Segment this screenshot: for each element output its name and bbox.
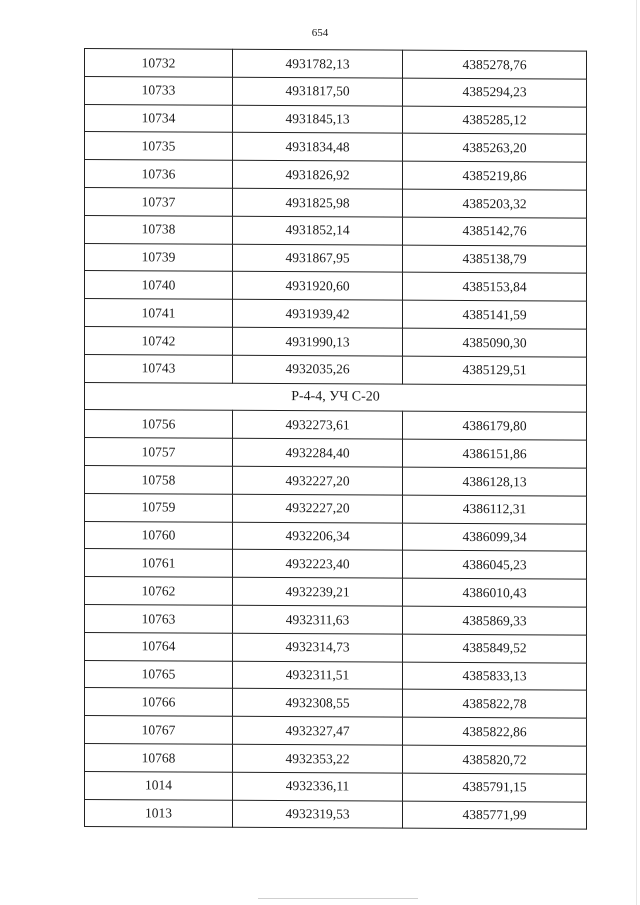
page-number: 654 <box>311 27 329 39</box>
point-number-cell: 10756 <box>85 410 233 439</box>
point-number-cell: 10759 <box>85 493 233 522</box>
point-number-cell: 10768 <box>85 743 233 772</box>
x-coordinate-cell: 4931920,60 <box>233 272 403 301</box>
table-row <box>85 104 587 134</box>
x-coordinate-cell: 4932311,51 <box>233 661 403 690</box>
y-coordinate-cell: 4386151,86 <box>403 439 587 468</box>
table-row <box>85 187 587 217</box>
point-number-cell: 10741 <box>85 299 233 328</box>
y-coordinate-cell: 4385278,76 <box>403 50 587 79</box>
table-row <box>85 716 587 746</box>
table-row <box>85 243 587 273</box>
x-coordinate-cell: 4931852,14 <box>233 216 403 245</box>
y-coordinate-cell: 4385141,59 <box>403 300 587 329</box>
table-row <box>85 604 587 634</box>
point-number-cell: 10761 <box>85 549 233 578</box>
point-number-cell: 10733 <box>85 76 233 105</box>
x-coordinate-cell: 4932319,53 <box>233 800 403 829</box>
y-coordinate-cell: 4386045,23 <box>403 551 587 580</box>
table-row <box>85 771 587 801</box>
y-coordinate-cell: 4385285,12 <box>403 106 587 135</box>
table-row <box>85 132 587 162</box>
x-coordinate-cell: 4931834,48 <box>233 133 403 162</box>
table-row <box>85 799 587 829</box>
table-row <box>85 410 587 440</box>
point-number-cell: 10763 <box>85 604 233 633</box>
point-number-cell: 10738 <box>85 215 233 244</box>
x-coordinate-cell: 4932314,73 <box>233 633 403 662</box>
y-coordinate-cell: 4385203,32 <box>403 189 587 218</box>
table-row <box>85 660 587 690</box>
y-coordinate-cell: 4386099,34 <box>403 523 587 552</box>
x-coordinate-cell: 4931817,50 <box>233 77 403 106</box>
table-row <box>85 493 587 523</box>
point-number-cell: 10760 <box>85 521 233 550</box>
y-coordinate-cell: 4386010,43 <box>403 578 587 607</box>
table-row <box>85 549 587 579</box>
coordinates-table <box>84 48 587 830</box>
table-row <box>85 299 587 329</box>
x-coordinate-cell: 4931782,13 <box>233 49 403 78</box>
point-number-cell: 10736 <box>85 160 233 189</box>
table-row <box>85 160 587 190</box>
y-coordinate-cell: 4386128,13 <box>403 467 587 496</box>
x-coordinate-cell: 4931826,92 <box>233 160 403 189</box>
table-row <box>85 271 587 301</box>
bottom-divider <box>258 898 418 899</box>
point-number-cell: 10734 <box>85 104 233 133</box>
point-number-cell: 10732 <box>85 49 233 78</box>
y-coordinate-cell: 4385090,30 <box>403 328 587 357</box>
y-coordinate-cell: 4385129,51 <box>403 356 587 385</box>
y-coordinate-cell: 4385219,86 <box>403 161 587 190</box>
table-row <box>85 743 587 773</box>
point-number-cell: 10765 <box>85 660 233 689</box>
y-coordinate-cell: 4385263,20 <box>403 134 587 163</box>
table-row <box>85 215 587 245</box>
table-row <box>85 49 587 79</box>
table-row <box>85 326 587 356</box>
page-edge-line <box>636 0 637 905</box>
y-coordinate-cell: 4385849,52 <box>403 634 587 663</box>
y-coordinate-cell: 4385294,23 <box>403 78 587 107</box>
point-number-cell: 10766 <box>85 688 233 717</box>
point-number-cell: 10742 <box>85 326 233 355</box>
x-coordinate-cell: 4931990,13 <box>233 327 403 356</box>
x-coordinate-cell: 4932308,55 <box>233 689 403 718</box>
x-coordinate-cell: 4932227,20 <box>233 494 403 523</box>
y-coordinate-cell: 4386112,31 <box>403 495 587 524</box>
table-row <box>85 465 587 495</box>
x-coordinate-cell: 4932327,47 <box>233 716 403 745</box>
x-coordinate-cell: 4932336,11 <box>233 772 403 801</box>
x-coordinate-cell: 4932284,40 <box>233 438 403 467</box>
x-coordinate-cell: 4931939,42 <box>233 299 403 328</box>
x-coordinate-cell: 4932311,63 <box>233 605 403 634</box>
point-number-cell: 10743 <box>85 354 233 383</box>
table-row <box>85 688 587 718</box>
table-row <box>85 438 587 468</box>
y-coordinate-cell: 4385822,86 <box>403 717 587 746</box>
point-number-cell: 10758 <box>85 465 233 494</box>
table-row <box>85 76 587 106</box>
y-coordinate-cell: 4385142,76 <box>403 217 587 246</box>
point-number-cell: 10737 <box>85 187 233 216</box>
point-number-cell: 10757 <box>85 438 233 467</box>
point-number-cell: 10762 <box>85 577 233 606</box>
y-coordinate-cell: 4385791,15 <box>403 773 587 802</box>
table-row <box>85 632 587 662</box>
section-header-row <box>85 382 587 412</box>
point-number-cell: 1014 <box>85 771 233 800</box>
table-row <box>85 577 587 607</box>
x-coordinate-cell: 4931845,13 <box>233 105 403 134</box>
point-number-cell: 10735 <box>85 132 233 161</box>
point-number-cell: 10767 <box>85 716 233 745</box>
table-row <box>85 521 587 551</box>
x-coordinate-cell: 4932035,26 <box>233 355 403 384</box>
x-coordinate-cell: 4932206,34 <box>233 522 403 551</box>
x-coordinate-cell: 4932227,20 <box>233 466 403 495</box>
x-coordinate-cell: 4931825,98 <box>233 188 403 217</box>
point-number-cell: 10740 <box>85 271 233 300</box>
point-number-cell: 10739 <box>85 243 233 272</box>
y-coordinate-cell: 4385822,78 <box>403 689 587 718</box>
x-coordinate-cell: 4932273,61 <box>233 411 403 440</box>
point-number-cell: 10764 <box>85 632 233 661</box>
x-coordinate-cell: 4932353,22 <box>233 744 403 773</box>
y-coordinate-cell: 4385820,72 <box>403 745 587 774</box>
coordinates-table-body <box>85 49 587 830</box>
y-coordinate-cell: 4385833,13 <box>403 662 587 691</box>
section-title: Р-4-4, УЧ С-20 <box>85 382 587 412</box>
x-coordinate-cell: 4932239,21 <box>233 577 403 606</box>
y-coordinate-cell: 4385771,99 <box>403 801 587 830</box>
x-coordinate-cell: 4931867,95 <box>233 244 403 273</box>
y-coordinate-cell: 4386179,80 <box>403 412 587 441</box>
table-row <box>85 354 587 384</box>
point-number-cell: 1013 <box>85 799 233 828</box>
y-coordinate-cell: 4385138,79 <box>403 245 587 274</box>
y-coordinate-cell: 4385869,33 <box>403 606 587 635</box>
y-coordinate-cell: 4385153,84 <box>403 273 587 302</box>
x-coordinate-cell: 4932223,40 <box>233 550 403 579</box>
